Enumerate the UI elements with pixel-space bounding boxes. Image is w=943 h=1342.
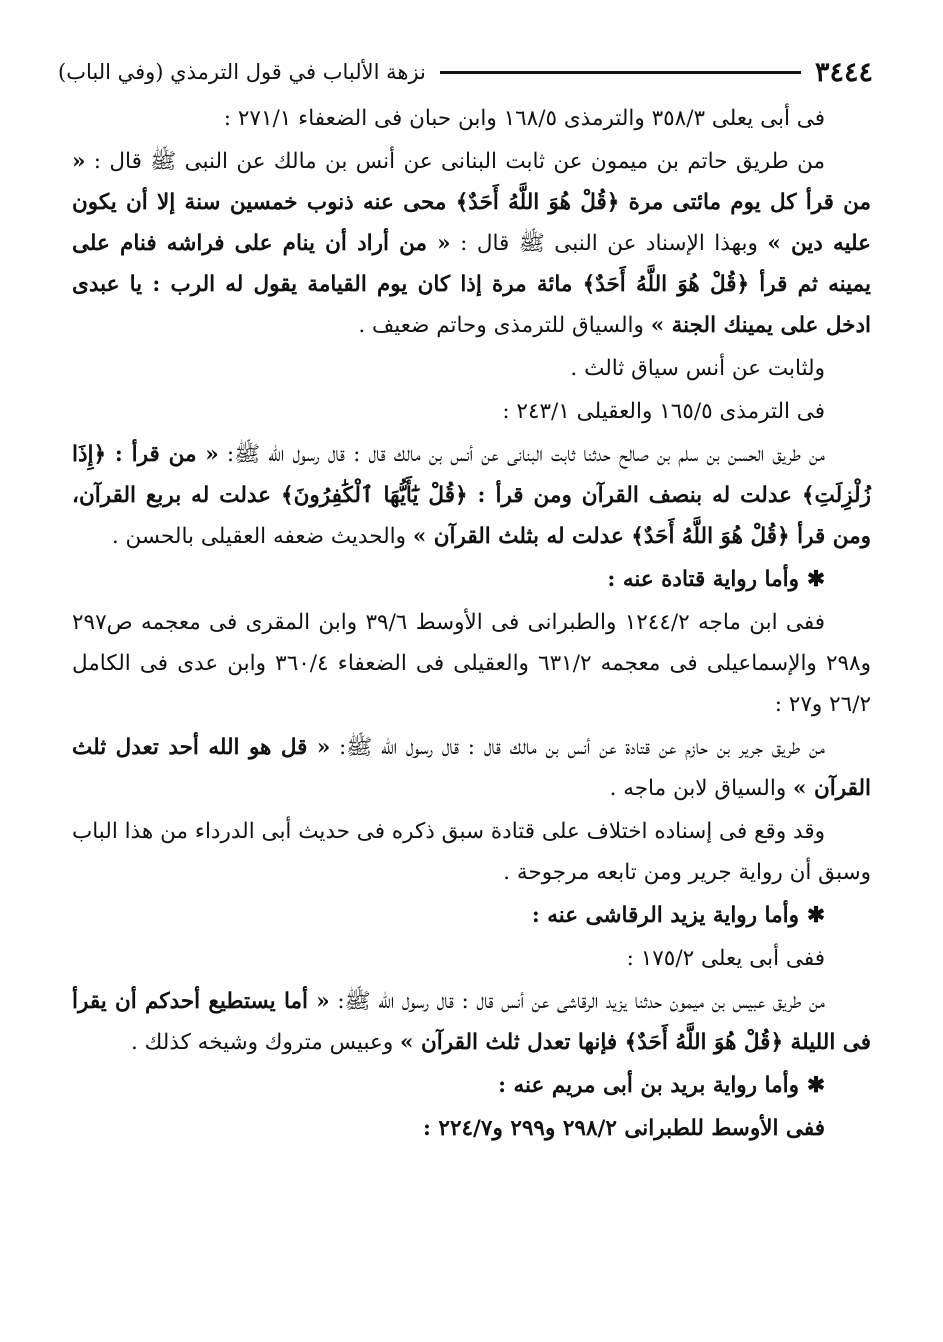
page-number: ٣٤٤٤ xyxy=(814,56,873,88)
paragraph-source-3: ففى ابن ماجه ١٢٤٤/٢ والطبرانى فى الأوسط ٣٩/٦ وابن المقرى فى معجمه ص٢٩٧ و٢٩٨ والإسماعيلى فى معجمه ٦٣١/٢ والعقيلى فى الضعفاء ٣٦٠/٤ وابن عدى فى الكامل ٢٦/٢ و٢٧ : xyxy=(72,610,871,717)
hadith-text: « من قرأ كل يوم مائتى مرة ﴿قُلْ هُوَ اللَّهُ أَحَدٌ﴾ محى عنه ذنوب خمسين سنة إلا أن يكون عليه دين » xyxy=(72,149,871,256)
paragraph-hadith-1 xyxy=(72,141,871,346)
paragraph-hadith-2 xyxy=(72,434,871,557)
commentary-text: وعبيس متروك وشيخه كذلك . xyxy=(130,1030,401,1055)
hadith-text: « قل هو الله أحد تعدل ثلث القرآن » xyxy=(72,735,871,801)
page-body xyxy=(72,98,871,1151)
commentary-text: والحديث ضعفه العقيلى بالحسن . xyxy=(111,524,413,549)
paragraph-note-2: وقد وقع فى إسناده اختلاف على قتادة سبق ذكره فى حديث أبى الدرداء من هذا الباب وسبق أن رواية جرير ومن تابعه مرجوحة . xyxy=(72,819,871,885)
paragraph-source-5: ففى الأوسط للطبرانى ٢٩٨/٢ و٢٩٩ و٢٢٤/٧ : xyxy=(422,1116,825,1141)
hadith-text: « من أراد أن ينام على فراشه فنام على يمينه ثم قرأ ﴿قُلْ هُوَ اللَّهُ أَحَدٌ﴾ مائة مرة إذا كان يوم القيامة يقول له الرب : يا عبدى ادخل على يمينك الجنة » xyxy=(72,231,871,338)
chain-text: من طريق حاتم بن ميمون عن ثابت البنانى عن أنس بن مالك عن النبى ﷺ قال : xyxy=(85,149,825,174)
paragraph-source-2: فى الترمذى ١٦٥/٥ والعقيلى ٢٤٣/١ : xyxy=(502,399,825,424)
header-rule xyxy=(440,71,801,74)
paragraph-hadith-3 xyxy=(72,727,871,809)
hadith-text: « من قرأ : ﴿إِذَا زُلْزِلَتِ﴾ عدلت له بنصف القرآن ومن قرأ : ﴿قُلْ يَٰٓأَيُّهَا ٱلْكَٰفِرُونَ﴾ عدلت له بربع القرآن، ومن قرأ ﴿قُلْ هُوَ اللَّهُ أَحَدٌ﴾ عدلت له بثلث القرآن » xyxy=(72,442,871,549)
commentary-text: والسياق للترمذى وحاتم ضعيف . xyxy=(358,313,651,338)
paragraph-source-1: فى أبى يعلى ٣٥٨/٣ والترمذى ١٦٨/٥ وابن حبان فى الضعفاء ٢٧١/١ : xyxy=(223,106,825,131)
section-heading-burayd: ✱وأما رواية بريد بن أبى مريم عنه : xyxy=(498,1073,825,1098)
page-header xyxy=(58,52,873,92)
chain-text: وبهذا الإسناد عن النبى ﷺ قال : xyxy=(450,231,768,256)
paragraph-hadith-4 xyxy=(72,981,871,1063)
star-icon: ✱ xyxy=(806,903,825,928)
paragraph-note-1: ولثابت عن أنس سياق ثالث . xyxy=(570,356,825,381)
chain-text: من طريق جرير بن حازم عن قتادة عن أنس بن مالك قال : قال رسول الله ﷺ: xyxy=(330,735,826,760)
chain-text: من طريق الحسن بن سلم بن صالح حدثنا ثابت البنانى عن أنس بن مالك قال : قال رسول الله ﷺ: xyxy=(218,442,825,467)
running-title: نزهة الألباب في قول الترمذي (وفي الباب) xyxy=(58,60,426,84)
section-heading-yazid: ✱وأما رواية يزيد الرقاشى عنه : xyxy=(531,903,825,928)
chain-text: من طريق عبيس بن ميمون حدثنا يزيد الرقاشى عن أنس قال : قال رسول الله ﷺ: xyxy=(329,989,825,1014)
commentary-text: والسياق لابن ماجه . xyxy=(609,776,794,801)
hadith-text: « أما يستطيع أحدكم أن يقرأ فى الليلة ﴿قُلْ هُوَ اللَّهُ أَحَدٌ﴾ فإنها تعدل ثلث القرآن » xyxy=(72,989,871,1055)
paragraph-source-4: ففى أبى يعلى ١٧٥/٢ : xyxy=(626,946,825,971)
star-icon: ✱ xyxy=(806,1073,825,1098)
star-icon: ✱ xyxy=(806,567,825,592)
section-heading-qatada: ✱وأما رواية قتادة عنه : xyxy=(607,567,825,592)
